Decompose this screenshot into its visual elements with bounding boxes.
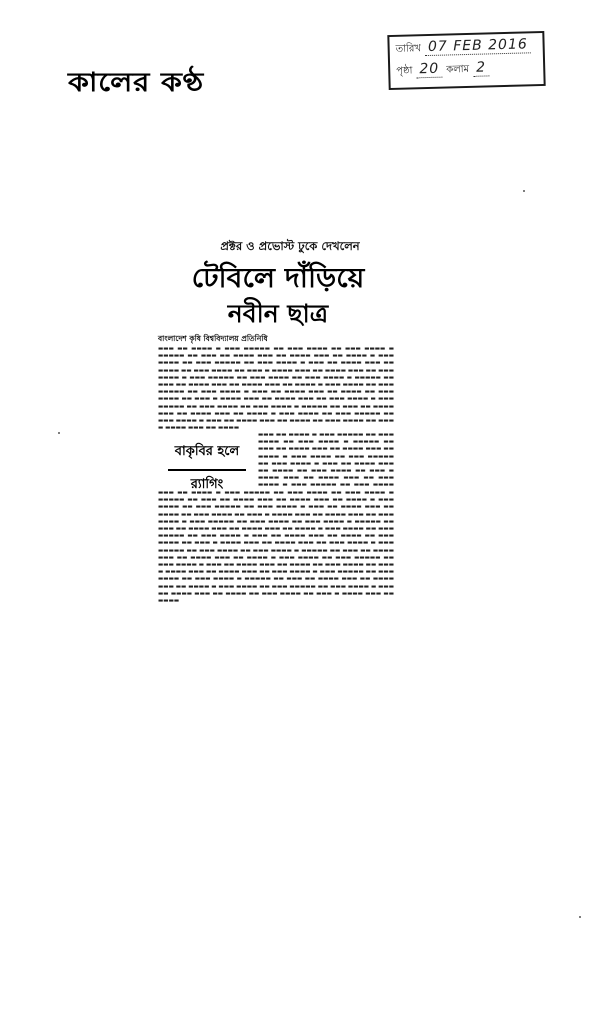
scan-speck — [523, 190, 525, 192]
stamp-column-value: 2 — [473, 59, 489, 76]
stamp-date-label: তারিখ — [395, 43, 422, 55]
article-headline-line1: টেবিলে দাঁড়িয়ে — [191, 263, 365, 294]
newspaper-masthead: কালের কণ্ঠ — [68, 68, 204, 98]
stamp-page-value: 20 — [416, 61, 442, 79]
article-headline-line2: নবীন ছাত্র — [227, 299, 329, 328]
article-subhead-line1: বাকৃবির হলে — [174, 444, 240, 459]
article-body-paragraph: ▬▬▬ ▬▬ ▬▬▬▬ ▬ ▬▬▬ ▬▬▬▬▬ ▬▬ ▬▬▬ ▬▬▬▬ ▬▬ ▬▬▬ ▬▬▬▬ ▬ ▬▬▬▬▬ ▬▬ ▬▬▬ ▬▬ ▬▬▬▬ ▬▬▬ ▬▬ ▬▬▬▬ ▬▬▬ ▬▬ ▬▬▬▬ ▬ ▬▬▬ ▬▬▬▬ ▬▬ ▬▬▬ ▬▬▬▬▬ ▬▬ ▬▬▬ ▬▬▬▬ ▬ ▬▬▬ ▬▬ ▬▬▬▬ ▬▬▬ ▬▬ ▬▬▬▬ ▬▬ ▬▬▬ ▬▬▬▬ ▬▬ ▬▬▬ ▬ ▬▬▬▬ ▬▬▬ ▬▬ ▬▬▬▬ ▬▬▬ ▬▬ ▬▬▬ ▬▬▬▬ ▬ ▬▬▬ ▬▬▬▬▬ ▬▬ ▬▬▬ ▬▬▬▬ ▬▬ ▬▬▬ ▬▬▬▬ ▬ ▬▬▬▬▬ ▬▬ ▬▬▬ ▬▬ ▬▬▬▬ ▬▬▬ ▬▬ ▬▬▬▬ ▬▬▬ ▬▬ ▬▬▬▬ ▬ ▬▬▬ ▬▬▬▬ ▬▬ ▬▬▬ ▬▬▬▬▬ ▬▬ ▬▬▬ ▬▬▬▬ ▬ ▬▬▬ ▬▬ ▬▬▬▬ ▬▬▬ ▬▬ ▬▬▬▬ ▬▬ ▬▬▬ ▬▬▬▬ ▬▬ ▬▬▬ ▬ ▬▬▬▬ ▬▬▬ ▬▬ ▬▬▬▬ ▬▬▬ ▬▬ ▬▬▬ ▬▬▬▬ ▬ ▬▬▬ ▬▬▬▬▬ ▬▬ ▬▬▬ ▬▬▬▬ ▬▬ ▬▬▬ ▬▬▬▬ ▬ ▬▬▬▬▬ ▬▬ ▬▬▬ ▬▬ ▬▬▬▬ ▬▬▬ ▬▬ ▬▬▬▬ ▬▬▬ ▬▬ ▬▬▬▬ ▬ ▬▬▬ ▬▬▬▬ ▬▬ ▬▬▬ ▬▬▬▬▬ ▬▬ ▬▬▬ ▬▬▬▬ ▬ ▬▬▬ ▬▬ ▬▬▬▬ ▬▬▬ ▬▬ ▬▬▬▬ ▬▬ ▬▬▬ ▬▬▬▬ ▬▬ ▬▬▬ ▬ ▬▬▬▬ ▬▬▬ ▬▬ ▬▬▬▬ ▬▬▬ ▬▬ ▬▬▬ ▬▬▬▬ ▬ ▬▬▬ ▬▬▬▬▬ ▬▬ ▬▬▬ ▬▬▬▬ ▬▬ ▬▬▬ ▬▬▬▬ ▬ ▬▬▬▬▬ ▬▬ ▬▬▬ ▬▬ ▬▬▬▬ ▬▬▬ ▬▬ ▬▬▬▬ ▬▬▬ ▬▬ ▬▬▬▬ ▬ ▬▬▬ ▬▬▬▬ ▬▬ ▬▬▬ ▬▬▬▬▬ ▬▬ ▬▬▬ ▬▬▬▬ ▬ ▬▬▬ ▬▬ ▬▬▬▬ ▬▬▬ ▬▬ ▬▬▬▬ ▬▬ ▬▬▬ ▬▬▬▬ ▬▬ ▬▬▬ ▬ ▬▬▬▬ ▬▬▬ ▬▬ ▬▬▬▬ — [158, 490, 394, 605]
stamp-column-label: কলাম — [446, 63, 470, 76]
stamp-page-label: পৃষ্ঠা — [396, 65, 413, 77]
stamp-date-value: 07 FEB 2016 — [425, 36, 531, 56]
article-subhead-line2: র‍্যাগিং — [190, 477, 224, 492]
news-clipping — [158, 236, 398, 626]
article-body-paragraph: ▬▬▬ ▬▬ ▬▬▬▬ ▬ ▬▬▬ ▬▬▬▬▬ ▬▬ ▬▬▬ ▬▬▬▬ ▬▬ ▬▬▬ ▬▬▬▬ ▬ ▬▬▬▬▬ ▬▬ ▬▬▬ ▬▬ ▬▬▬▬ ▬▬▬ ▬▬ ▬▬▬▬ ▬▬▬ ▬▬ ▬▬▬▬ ▬ ▬▬▬ ▬▬▬▬ ▬▬ ▬▬▬ ▬▬▬▬▬ ▬▬ ▬▬▬ ▬▬▬▬ ▬ ▬▬▬ ▬▬ ▬▬▬▬ ▬▬▬ ▬▬ ▬▬▬▬ ▬▬ ▬▬▬ ▬▬▬▬ ▬▬ ▬▬▬ ▬ ▬▬▬▬ ▬▬▬ ▬▬ ▬▬▬▬ ▬▬▬ ▬▬ ▬▬▬ ▬▬▬▬ ▬ ▬▬▬ ▬▬▬▬▬ ▬▬ ▬▬▬ ▬▬▬▬ ▬▬ ▬▬▬ ▬▬▬▬ ▬ ▬▬▬▬▬ ▬▬ ▬▬▬ ▬▬ ▬▬▬▬ ▬▬▬ ▬▬ ▬▬▬▬ ▬▬▬ ▬▬ ▬▬▬▬ ▬ ▬▬▬ ▬▬▬▬ ▬▬ ▬▬▬ ▬▬▬▬▬ ▬▬ ▬▬▬ ▬▬▬▬ ▬ ▬▬▬ ▬▬ ▬▬▬▬ ▬▬▬ ▬▬ ▬▬▬▬ ▬▬ ▬▬▬ ▬▬▬▬ ▬▬ ▬▬▬ ▬ ▬▬▬▬ ▬▬▬ ▬▬ ▬▬▬▬ ▬▬▬ ▬▬ ▬▬▬ ▬▬▬▬ ▬ ▬▬▬ ▬▬▬▬▬ ▬▬ ▬▬▬ ▬▬▬▬ ▬▬ ▬▬▬ ▬▬▬▬ ▬ ▬▬▬▬▬ ▬▬ ▬▬▬ ▬▬ ▬▬▬▬ ▬▬▬ ▬▬ ▬▬▬▬ ▬▬▬ ▬▬ ▬▬▬▬ ▬ ▬▬▬ ▬▬▬▬ ▬▬ ▬▬▬ ▬▬▬▬▬ ▬▬ ▬▬▬ ▬▬▬▬ ▬ ▬▬▬ ▬▬ ▬▬▬▬ ▬▬▬ ▬▬ ▬▬▬▬ ▬▬ ▬▬▬ ▬▬▬▬ ▬▬ ▬▬▬ ▬ ▬▬▬▬ ▬▬▬ ▬▬ ▬▬▬▬ — [158, 346, 394, 432]
article-kicker: প্রক্টর ও প্রভোস্ট ঢুকে দেখলেন — [220, 239, 360, 253]
article-body-paragraph: ▬▬▬ ▬▬ ▬▬▬▬ ▬ ▬▬▬ ▬▬▬▬▬ ▬▬ ▬▬▬ ▬▬▬▬ ▬▬ ▬▬▬ ▬▬▬▬ ▬ ▬▬▬▬▬ ▬▬ ▬▬▬ ▬▬ ▬▬▬▬ ▬▬▬ ▬▬ ▬▬▬▬ ▬▬▬ ▬▬ ▬▬▬▬ ▬ ▬▬▬ ▬▬▬▬ ▬▬ ▬▬▬ ▬▬▬▬▬ ▬▬ ▬▬▬ ▬▬▬▬ ▬ ▬▬▬ ▬▬ ▬▬▬▬ ▬▬▬ ▬▬ ▬▬▬▬ ▬▬ ▬▬▬ ▬▬▬▬ ▬▬ ▬▬▬ ▬ ▬▬▬▬ ▬▬▬ ▬▬ ▬▬▬▬ ▬▬▬ ▬▬ ▬▬▬ ▬▬▬▬ ▬ ▬▬▬ ▬▬▬▬▬ ▬▬ ▬▬▬ ▬▬▬▬ — [258, 432, 394, 489]
article-subhead — [160, 442, 254, 496]
subhead-divider — [168, 469, 246, 471]
stamp-page-row — [396, 58, 538, 84]
article-byline: বাংলাদেশ কৃষি বিশ্ববিদ্যালয় প্রতিনিধি — [158, 334, 268, 343]
scan-speck — [58, 432, 60, 434]
archive-stamp — [387, 31, 545, 90]
scan-speck — [579, 916, 581, 918]
